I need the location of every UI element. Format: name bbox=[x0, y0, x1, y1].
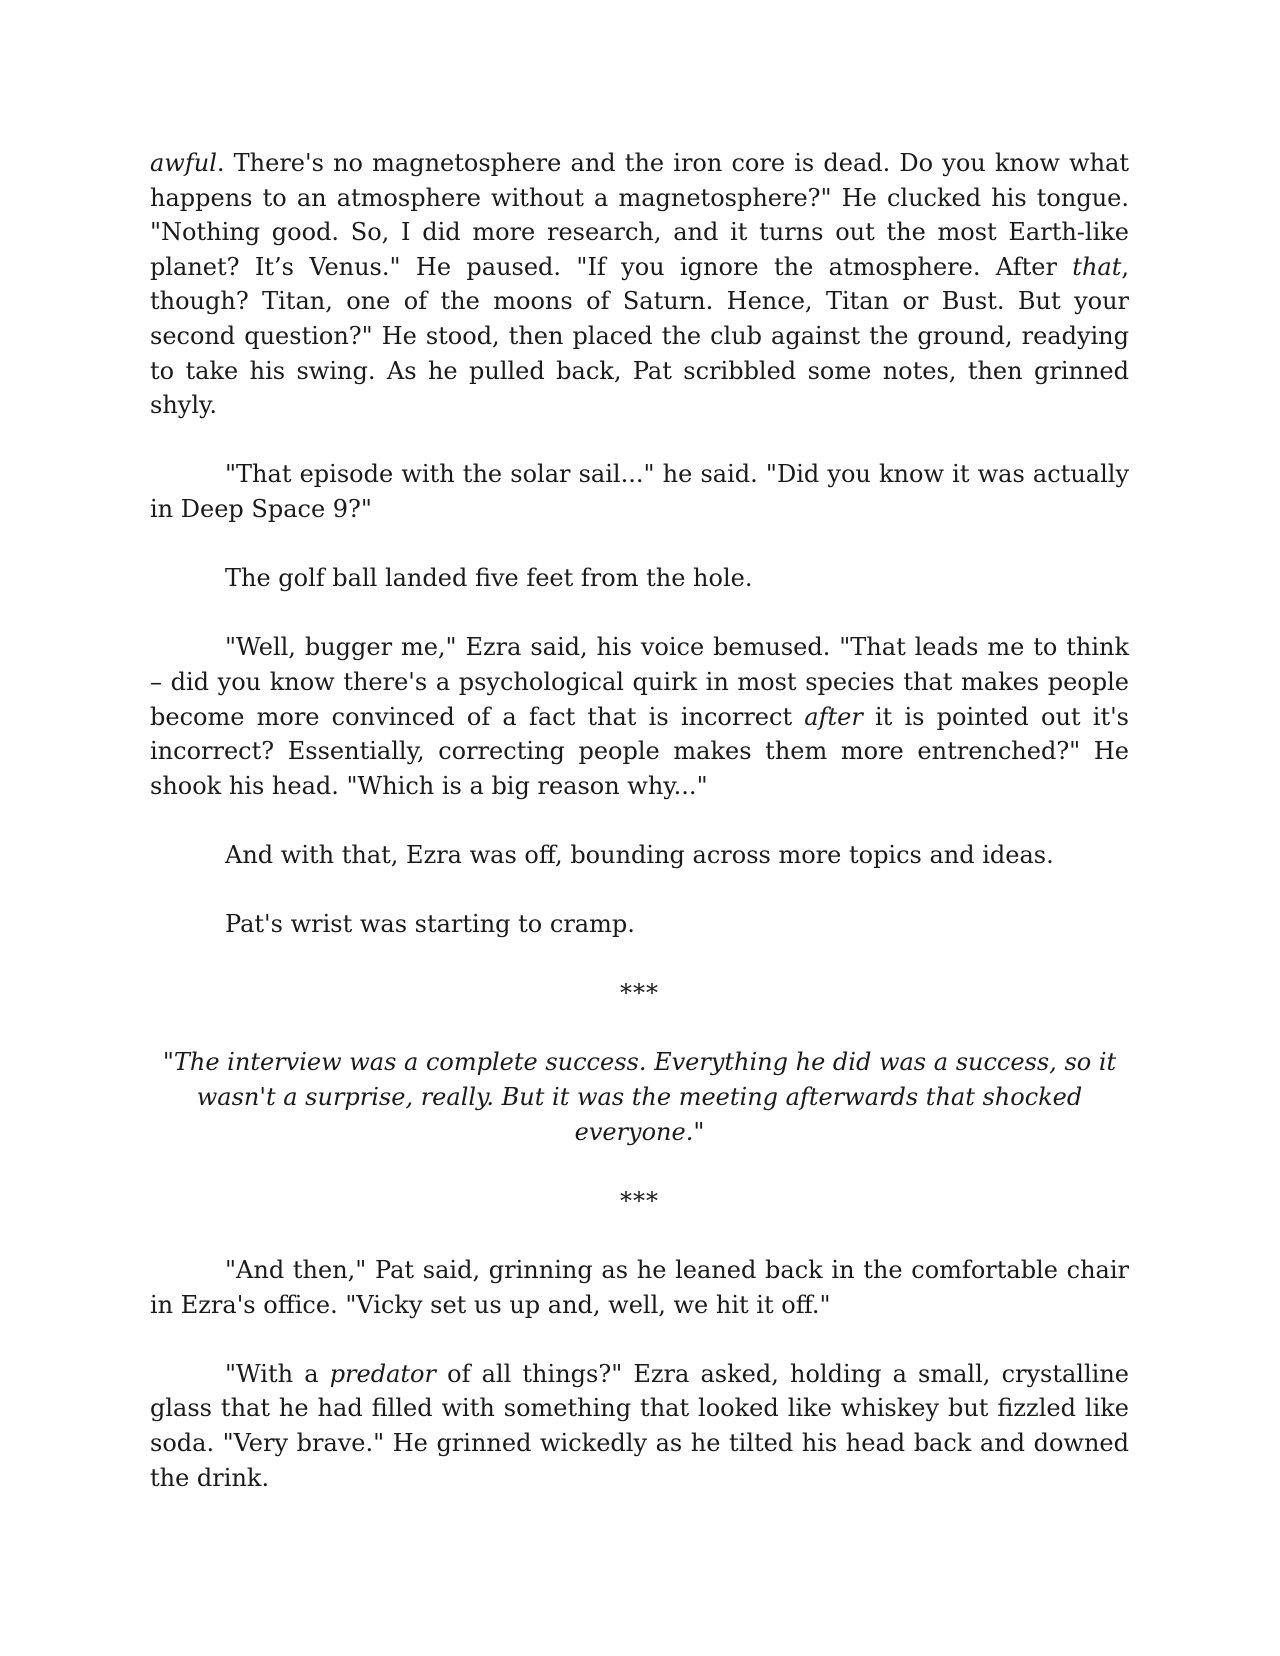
paragraph-and-then bbox=[150, 1253, 1129, 1322]
emphasis-text: predator bbox=[329, 1359, 436, 1388]
paragraph-psychological-quirk bbox=[150, 630, 1129, 803]
paragraph-predator bbox=[150, 1357, 1129, 1495]
paragraph-text: . There's no magnetosphere and the iron core is dead. Do you know what happens to an atmosphere without a magnetosphere?" He clucked his tongue. "Nothing good. So, I did more research, and it turns out the most Earth-like planet? It’s Venus." He paused. "If you ignore the atmosphere. After bbox=[150, 149, 1129, 281]
paragraph-text: "With a bbox=[225, 1359, 330, 1388]
scene-separator: *** bbox=[620, 1186, 659, 1215]
paragraph-golf-ball bbox=[150, 561, 1129, 596]
emphasis-text: awful bbox=[150, 149, 217, 177]
document-page bbox=[150, 146, 1129, 1495]
paragraph-text: , though? Titan, one of the moons of Saturn. Hence, Titan or Bust. But your second question?" He stood, then placed the club against the ground, readying to take his swing. As he pulled back, Pat scribbled some notes, then grinned shyly. bbox=[150, 252, 1129, 420]
paragraph-text: Pat's wrist was starting to cramp. bbox=[225, 910, 635, 939]
paragraph-wrist-cramp bbox=[150, 907, 1129, 942]
paragraph-text: "That episode with the solar sail..." he said. "Did you know it was actually in Deep Space 9?" bbox=[150, 460, 1129, 523]
emphasis-text: that bbox=[1072, 252, 1122, 281]
paragraph-solar-sail bbox=[150, 457, 1129, 526]
emphasis-text: after bbox=[804, 702, 863, 731]
paragraph-text: it is pointed out it's incorrect? Essentially, correcting people makes them more entrenched?" He shook his head. "Which is a big reason why..." bbox=[150, 702, 1129, 800]
paragraph-text: The golf ball landed five feet from the hole. bbox=[225, 564, 753, 593]
paragraph-continuation bbox=[150, 146, 1129, 423]
paragraph-text: "Well, bugger me," Ezra said, his voice bemused. "That leads me to think – did you know there's a psychological quirk in most species that makes people become more convinced of a fact that is incorrect bbox=[150, 633, 1129, 731]
paragraph-ezra-off bbox=[150, 838, 1129, 873]
scene-separator: *** bbox=[620, 979, 659, 1008]
paragraph-text: "And then," Pat said, grinning as he leaned back in the comfortable chair in Ezra's office. "Vicky set us up and, well, we hit it off." bbox=[150, 1256, 1129, 1319]
paragraph-text: And with that, Ezra was off, bounding across more topics and ideas. bbox=[225, 840, 1054, 869]
interview-quote: "The interview was a complete success. Everything he did was a success, so it wasn't a surprise, really. But it was the meeting afterwards that shocked everyone." bbox=[162, 1048, 1117, 1146]
paragraph-text: of all things?" Ezra asked, holding a small, crystalline glass that he had filled with something that looked like whiskey but fizzled like soda. "Very brave." He grinned wickedly as he tilted his head back and downed the drink. bbox=[150, 1359, 1129, 1492]
